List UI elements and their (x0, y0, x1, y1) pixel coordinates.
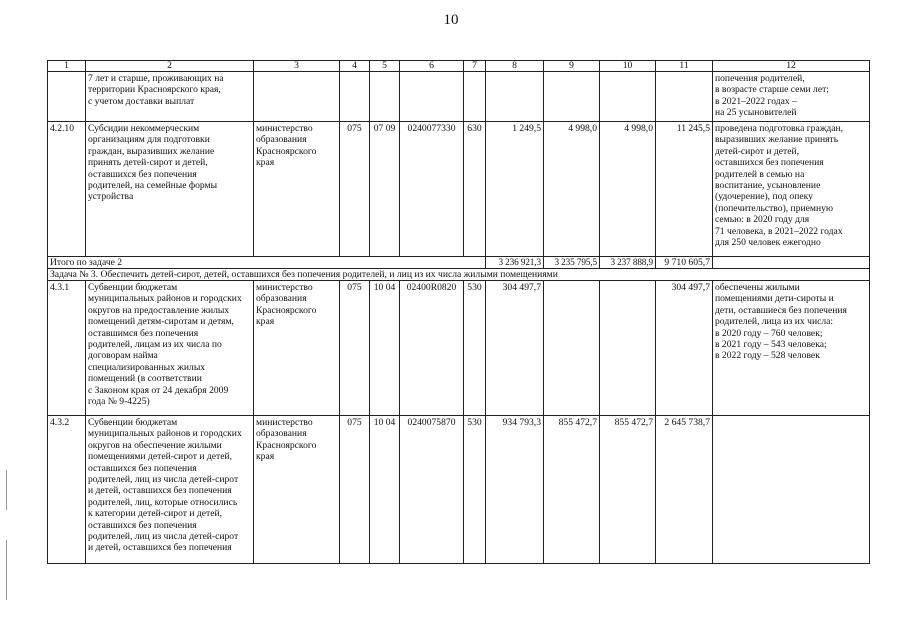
scan-edge-mark (6, 540, 7, 600)
description-cell: Субвенции бюджетам муниципальных районов и городских округов на обеспечение жилыми помещениями детей-сирот и детей, оставшихся без попечения родителей, лиц из числа детей-сирот и детей, оставшихся без попечения родителей, лиц, которые относились к категории детей-сирот и детей, оставшихся без попечения родителей, лиц из числа детей-сирот и детей, оставшихся без попечения (86, 416, 254, 564)
csr-cell: 0240075870 (400, 416, 464, 564)
value-2022-cell: 855 472,7 (600, 416, 656, 564)
column-header: 10 (600, 61, 656, 72)
value-2020-cell: 1 249,5 (486, 122, 544, 257)
result-cell: обеспечены жилыми помещениями дети-сироты и дети, оставшиеся без попечения родителей, лица из их числа: в 2020 году – 760 человек; в 2021 году – 543 человека; в 2022 году – 528 человек (713, 281, 870, 416)
grbs-cell: 075 (340, 122, 370, 257)
result-cell (713, 416, 870, 564)
value-total-cell: 304 497,7 (656, 281, 713, 416)
executor-cell (254, 72, 340, 122)
column-header: 1 (48, 61, 86, 72)
value-2020-cell (486, 72, 544, 122)
value-2021-cell: 3 235 795,5 (544, 257, 600, 269)
table-row-4-3-2 (48, 416, 870, 564)
row-number-cell: 4.3.2 (48, 416, 86, 564)
value-2020-cell: 304 497,7 (486, 281, 544, 416)
csr-cell: 02400R0820 (400, 281, 464, 416)
description-cell: 7 лет и старше, проживающих на территории Красноярского края, с учетом доставки выплат (86, 72, 254, 122)
value-2021-cell (544, 72, 600, 122)
column-header: 8 (486, 61, 544, 72)
table-row-4-2-10 (48, 122, 870, 257)
csr-cell (400, 72, 464, 122)
value-2021-cell: 855 472,7 (544, 416, 600, 564)
column-header: 5 (370, 61, 400, 72)
column-header: 4 (340, 61, 370, 72)
column-header: 2 (86, 61, 254, 72)
row-number-cell: 4.2.10 (48, 122, 86, 257)
result-cell (713, 257, 870, 269)
page-number: 10 (443, 12, 459, 28)
vr-cell (464, 72, 486, 122)
result-cell: проведена подготовка граждан, выразивших желание принять детей-сирот и детей, оставшихся без попечения родителей в семью на воспитание, усыновление (удочерение), под опеку (попечительство), приемную семью: в 2020 году для 71 человека, в 2021–2022 годах для 250 человек ежегодно (713, 122, 870, 257)
value-total-cell: 2 645 738,7 (656, 416, 713, 564)
column-header: 11 (656, 61, 713, 72)
program-measures-table (47, 60, 870, 564)
value-total-cell (656, 72, 713, 122)
executor-cell: министерство образования Красноярского края (254, 281, 340, 416)
rzpr-cell: 10 04 (370, 281, 400, 416)
column-number-row (48, 61, 870, 72)
value-2022-cell: 4 998,0 (600, 122, 656, 257)
description-cell: Субсидии некоммерческим организациям для подготовки граждан, выразивших желание принять детей-сирот и детей, оставшихся без попечения родителей, на семейные формы устройства (86, 122, 254, 257)
description-cell: Субвенции бюджетам муниципальных районов и городских округов на предоставление жилых помещений детям-сиротам и детям, оставшимся без попечения родителей, лицам из их числа по договорам найма специализированных жилых помещений (в соответствии с Законом края от 24 декабря 2009 года № 9-4225) (86, 281, 254, 416)
value-2020-cell: 3 236 921,3 (486, 257, 544, 269)
rzpr-cell: 07 09 (370, 122, 400, 257)
value-total-cell: 9 710 605,7 (656, 257, 713, 269)
value-2022-cell (600, 281, 656, 416)
column-header: 12 (713, 61, 870, 72)
table-row-continuation (48, 72, 870, 122)
total-label-cell: Итого по задаче 2 (48, 257, 486, 269)
csr-cell: 0240077330 (400, 122, 464, 257)
column-header: 9 (544, 61, 600, 72)
vr-cell: 630 (464, 122, 486, 257)
value-2022-cell: 3 237 888,9 (600, 257, 656, 269)
grbs-cell: 075 (340, 281, 370, 416)
column-header: 3 (254, 61, 340, 72)
value-2021-cell (544, 281, 600, 416)
value-2022-cell (600, 72, 656, 122)
table-row-4-3-1 (48, 281, 870, 416)
vr-cell: 530 (464, 416, 486, 564)
row-number-cell: 4.3.1 (48, 281, 86, 416)
vr-cell: 530 (464, 281, 486, 416)
result-cell: попечения родителей, в возрасте старше семи лет; в 2021–2022 годах – на 25 усыновителей (713, 72, 870, 122)
value-2021-cell: 4 998,0 (544, 122, 600, 257)
scan-edge-mark (6, 470, 7, 510)
executor-cell: министерство образования Красноярского края (254, 122, 340, 257)
column-header: 7 (464, 61, 486, 72)
executor-cell: министерство образования Красноярского края (254, 416, 340, 564)
column-header: 6 (400, 61, 464, 72)
grbs-cell: 075 (340, 416, 370, 564)
rzpr-cell (370, 72, 400, 122)
rzpr-cell: 10 04 (370, 416, 400, 564)
task-heading-cell: Задача № 3. Обеспечить детей-сирот, детей, оставшихся без попечения родителей, и лиц из их числа жилыми помещениями (48, 269, 870, 281)
total-row-task-2 (48, 257, 870, 269)
task-3-heading-row (48, 269, 870, 281)
value-total-cell: 11 245,5 (656, 122, 713, 257)
row-number-cell (48, 72, 86, 122)
grbs-cell (340, 72, 370, 122)
value-2020-cell: 934 793,3 (486, 416, 544, 564)
